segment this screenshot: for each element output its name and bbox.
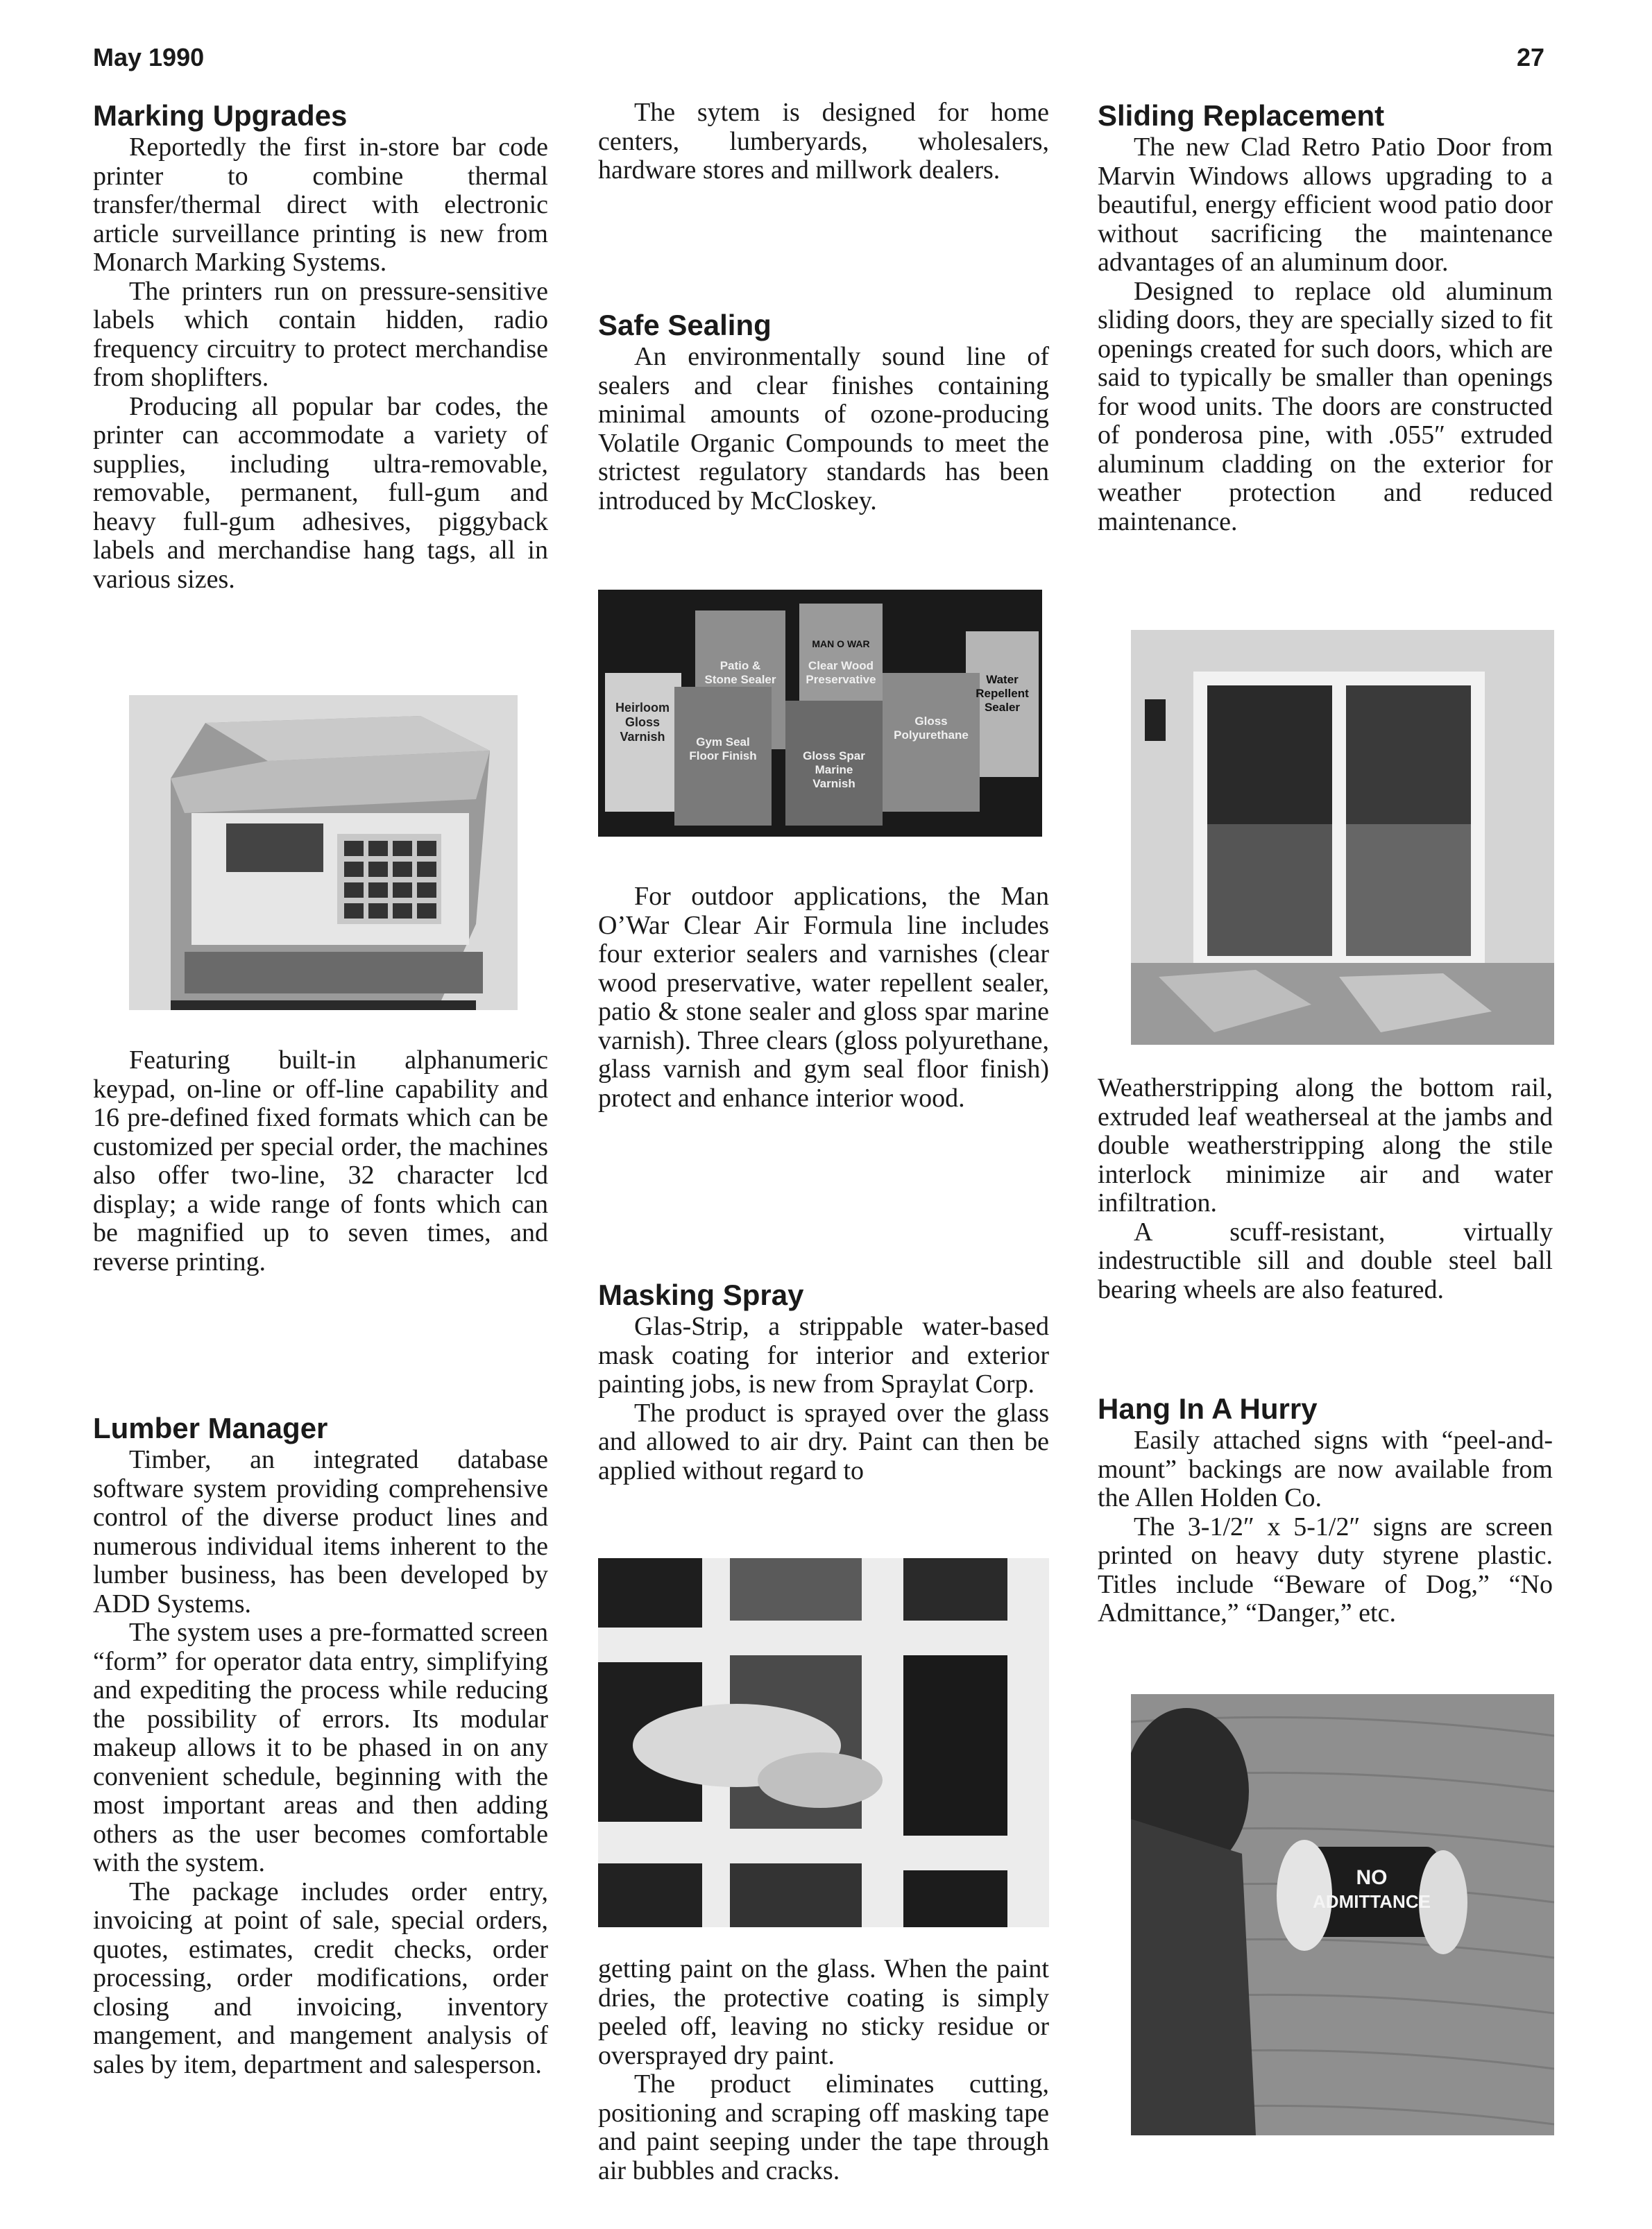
page-number: 27 [1517,43,1545,71]
can-label: Water Repellent Sealer [976,673,1029,714]
masking-spray-photo [598,1558,1049,1927]
headline-masking-spray: Masking Spray [598,1279,804,1311]
article-masking-spray [598,1278,1049,1485]
headline-hang-in-a-hurry: Hang In A Hurry [1098,1392,1318,1425]
article-sliding-replacement [1098,99,1553,536]
article-masking-spray-continued [598,1955,1049,2185]
paragraph: The system uses a pre-formatted screen “form” for operator data entry, simplifying and expediting the process while reducing the possibility of errors. Its modular makeup allows it to be phased in on any convenient schedule, beginning with the most important areas and then adding others as the user becomes comfortable with the system. [93,1618,548,1877]
paragraph: Easily attached signs with “peel-and-mount” backings are now available from the Allen Holden Co. [1098,1426,1553,1512]
paragraph: Timber, an integrated database software system providing comprehensive control of the diverse product lines and numerous individual items inherent to the lumber business, has been developed by ADD Systems. [93,1445,548,1619]
patio-door-photo [1131,630,1554,1045]
paragraph: The product is sprayed over the glass and allowed to air dry. Paint can then be applied without regard to [598,1398,1049,1485]
paragraph: An environmentally sound line of sealers and clear finishes containing minimal amounts of ozone-producing Volatile Organic Compounds to meet the strictest regulatory standards has been introduced by McCloskey. [598,342,1049,515]
paragraph: The new Clad Retro Patio Door from Marvin Windows allows upgrading to a beautiful, energy efficient wood patio door without sacrificing the maintenance advantages of an aluminum door. [1098,133,1553,277]
sign-text-line-1: NO [1356,1866,1388,1889]
can-label: Clear Wood Preservative [806,659,876,686]
article-hang-in-a-hurry [1098,1392,1553,1628]
article-safe-sealing-continued [598,882,1049,1113]
can-label: Gloss Polyurethane [894,715,969,742]
headline-marking-upgrades: Marking Upgrades [93,99,348,132]
can-brand: MAN O WAR [812,638,870,649]
article-marking-upgrades [93,99,548,594]
paragraph: Producing all popular bar codes, the printer can accommodate a variety of supplies, including ultra-removable, removable, permanent, full-gum and heavy full-gum adhesives, piggyback labels and merchandise hang tags, all in various sizes. [93,391,548,594]
can-label: Patio & Stone Sealer [704,659,776,686]
paragraph: getting paint on the glass. When the paint dries, the protective coating is simply peeled off, leaving no sticky residue or oversprayed dry paint. [598,1954,1049,2070]
paragraph: A scuff-resistant, virtually indestructible sill and double steel ball bearing wheels are also featured. [1098,1217,1553,1304]
paragraph: The 3-1/2″ x 5-1/2″ signs are screen printed on heavy duty styrene plastic. Titles include “Beware of Dog,” “No Admittance,” “Danger,” etc. [1098,1512,1553,1628]
paragraph: Featuring built-in alphanumeric keypad, on-line or off-line capability and 16 pre-defined fixed formats which can be customized per special order, the machines also offer two-line, 32 character lcd display; a wide range of fonts which can be magnified up to seven times, and reverse printing. [93,1045,548,1276]
headline-sliding-replacement: Sliding Replacement [1098,99,1385,132]
paragraph: Weatherstripping along the bottom rail, extruded leaf weatherseal at the jambs and double weatherstripping along the stile interlock minimize air and water infiltration. [1098,1073,1553,1218]
article-lumber-manager-continued [598,99,1049,185]
no-admittance-sign-photo [1131,1694,1554,2135]
paragraph: Glas-Strip, a strippable water-based mask coating for interior and exterior painting jobs, is new from Spraylat Corp. [598,1312,1049,1399]
article-sliding-replacement-continued [1098,1074,1553,1304]
paragraph: Reportedly the first in-store bar code printer to combine thermal transfer/thermal direct with electronic article surveillance printing is new from Monarch Marking Systems. [93,133,548,277]
page-date: May 1990 [93,43,205,71]
sign-text-line-2: ADMITTANCE [1313,1891,1431,1912]
paragraph: The product eliminates cutting, positioning and scraping off masking tape and paint seeping under the tape through air bubbles and cracks. [598,2069,1049,2185]
can-label: Gloss Spar Marine Varnish [803,749,865,790]
article-lumber-manager [93,1411,548,2079]
article-safe-sealing [598,308,1049,515]
can-label: Gym Seal Floor Finish [689,735,757,762]
article-marking-upgrades-continued [93,1046,548,1276]
paragraph: For outdoor applications, the Man O’War Clear Air Formula line includes four exterior sealers and varnishes (clear wood preservative, water repellent sealer, patio & stone sealer and gloss spar marine varnish). Three clears (gloss polyurethane, glass varnish and gym seal floor finish) protect and enhance interior wood. [598,882,1049,1113]
paragraph: The printers run on pressure-sensitive labels which contain hidden, radio frequency circuitry to protect merchandise from shoplifters. [93,276,548,392]
sealer-cans-photo [598,590,1042,837]
paragraph: The sytem is designed for home centers, lumberyards, wholesalers, hardware stores and millwork dealers. [598,98,1049,185]
printer-photo [129,695,518,1010]
paragraph: The package includes order entry, invoicing at point of sale, special orders, quotes, estimates, credit checks, order processing, order modifications, order closing and invoicing, inventory mangement, and mangement analysis of sales by item, department and salesperson. [93,1877,548,2079]
paragraph: Designed to replace old aluminum sliding doors, they are specially sized to fit openings created for such doors, which are said to typically be smaller than openings for wood units. The doors are constructed of ponderosa pine, with .055″ extruded aluminum cladding on the exterior for weather protection and reduced maintenance. [1098,276,1553,536]
can-label: Heirloom Gloss Varnish [615,701,670,744]
headline-safe-sealing: Safe Sealing [598,309,772,341]
headline-lumber-manager: Lumber Manager [93,1412,328,1444]
